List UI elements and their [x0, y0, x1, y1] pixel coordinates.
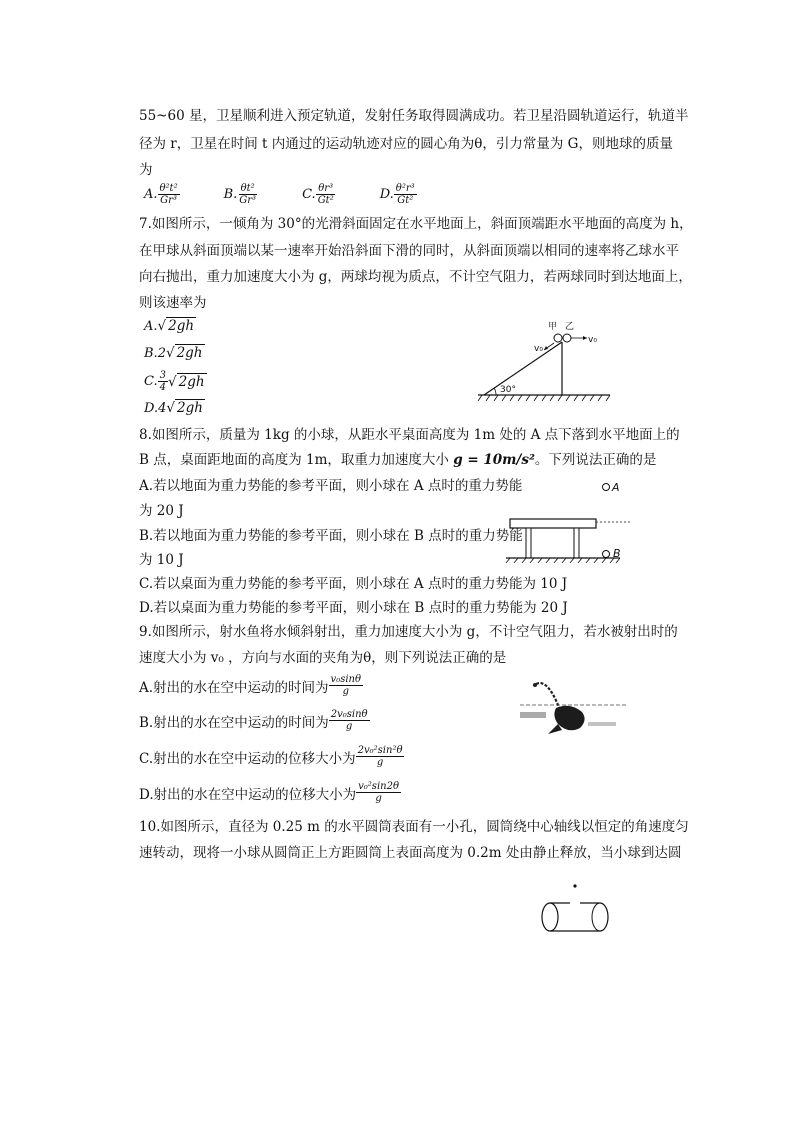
q9-option-b-numerator: 2v₀sinθ	[330, 709, 368, 720]
yi-arrow-head	[583, 336, 587, 340]
q7-option-d-sqrt: √ 2gh	[166, 400, 203, 416]
q7-option-d	[144, 400, 205, 416]
label-b: B	[613, 547, 621, 560]
falling-ball	[573, 884, 576, 887]
q6-option-c-label: C.	[302, 187, 316, 202]
q7-option-b	[144, 345, 205, 361]
q9-option-c-numerator: 2v₀²sin²θ	[357, 745, 403, 756]
q8-g-formula: g = 10m/s²	[453, 452, 535, 468]
q9-option-d-denominator: g	[375, 793, 382, 804]
q6-option-d-denominator: Gt²	[397, 195, 414, 206]
q7-option-b-sqrt: √ 2gh	[165, 345, 203, 361]
q7-option-c-coef-numerator: 3	[159, 370, 166, 381]
table-leg-right	[574, 528, 579, 558]
q7-incline-figure	[470, 315, 620, 410]
q8-line-2-a: B 点，桌面距地面的高度为 1m，取重力加速度大小	[139, 452, 454, 468]
cylinder-left-end	[542, 903, 558, 931]
ball-yi	[563, 334, 571, 342]
q9-option-a-numerator: v₀sinθ	[330, 674, 361, 685]
angle-arc	[494, 388, 496, 395]
q6-line-1: 55~60 星，卫星顺利进入预定轨道，发射任务取得圆满成功。若卫星沿圆轨道运行，轨道半	[139, 108, 689, 124]
q9-option-b-fraction	[329, 709, 370, 732]
q9-option-d-fraction	[356, 781, 401, 804]
q7-line-4: 则该速率为	[139, 295, 207, 311]
q8-option-c: C.若以桌面为重力势能的参考平面，则小球在 A 点时的重力势能为 10 J	[139, 576, 568, 592]
floor-hatch	[506, 558, 620, 563]
q9-line-1: 9.如图所示，射水鱼将水倾斜射出，重力加速度大小为 g，不计空气阻力，若水被射出时的	[139, 624, 678, 640]
q9-option-a-text: A.射出的水在空中运动的时间为	[139, 679, 329, 696]
point-a-ball	[603, 484, 610, 491]
q7-option-b-radicand: 2gh	[176, 345, 203, 361]
label-jia: 甲	[548, 322, 558, 332]
q7-option-c-label: C.	[144, 374, 158, 389]
q7-option-d-radicand: 2gh	[176, 400, 203, 416]
q10-line-2: 速转动，现将一小球从圆筒正上方距圆筒上表面高度为 0.2m 处由静止释放，当小球到达圆	[139, 845, 682, 861]
q9-option-b	[139, 709, 370, 732]
label-yi: 乙	[565, 322, 575, 332]
label-a: A	[612, 481, 620, 494]
q8-line-2	[139, 450, 656, 470]
angle-label: 30°	[500, 385, 516, 395]
q9-option-c-denominator: g	[376, 757, 384, 768]
ground-hatch	[478, 395, 610, 401]
q6-option-d-fraction	[394, 183, 417, 206]
q6-options	[144, 183, 417, 206]
q7-option-d-label: D.	[144, 400, 159, 416]
q6-option-b-fraction	[237, 183, 258, 206]
q10-line-1: 10.如图所示，直径为 0.25 m 的水平圆筒表面有一小孔，圆筒绕中心轴线以恒定的角速度匀	[139, 819, 689, 835]
q9-option-c-text: C.射出的水在空中运动的位移大小为	[139, 750, 356, 767]
q7-option-a-label: A.	[144, 318, 158, 334]
q9-option-b-denominator: g	[345, 721, 353, 732]
q8-option-a-line-2: 为 20 J	[139, 503, 184, 519]
q7-option-a	[144, 318, 196, 334]
water-droplet	[533, 683, 537, 687]
q9-option-d	[139, 781, 401, 804]
q7-option-c-coef-denominator: 4	[159, 382, 166, 393]
q6-option-c-denominator: Gt²	[317, 195, 334, 206]
q7-option-a-sqrt: √ 2gh	[157, 318, 195, 334]
point-b-ball	[603, 551, 610, 558]
q8-line-1: 8.如图所示，质量为 1kg 的小球，从距水平桌面高度为 1m 处的 A 点下落到水平地面上的	[139, 427, 680, 443]
q6-option-d-label: D.	[379, 187, 394, 202]
cylinder-right-end	[600, 903, 608, 931]
q7-option-c	[144, 370, 207, 393]
q7-option-b-label: B.	[144, 345, 158, 361]
q6-line-3: 为	[139, 162, 153, 178]
q7-line-3: 向右抛出，重力加速度大小为 g，两球均视为质点，不计空气阻力，若两球同时到达地面上，	[139, 269, 692, 285]
q7-option-a-radicand: 2gh	[168, 318, 195, 334]
q8-option-b-line-1: B.若以地面为重力势能的参考平面，则小球在 B 点时的重力势能	[139, 528, 523, 544]
q8-option-d: D.若以桌面为重力势能的参考平面，则小球在 B 点时的重力势能为 20 J	[139, 600, 568, 616]
q9-option-c	[139, 745, 404, 768]
q9-option-d-numerator: v₀²sin2θ	[358, 781, 399, 792]
cylinder-right-end-back	[592, 903, 600, 931]
q9-option-a-denominator: g	[342, 686, 349, 697]
q9-option-b-text: B.射出的水在空中运动的时间为	[139, 714, 329, 731]
q6-option-b-label: B.	[223, 187, 238, 202]
q9-option-c-fraction	[356, 745, 405, 768]
q6-option-b-denominator: Gr³	[239, 195, 257, 206]
water-shade-right	[588, 722, 616, 726]
q6-option-a-denominator: Gr³	[160, 195, 177, 206]
q6-line-2: 径为 r，卫星在时间 t 内通过的运动轨迹对应的圆心角为θ，引力常量为 G，则地球的质量	[139, 136, 673, 152]
q9-archerfish-figure	[518, 672, 628, 742]
q7-option-c-sqrt: √ 2gh	[168, 373, 205, 390]
ball-jia	[554, 334, 562, 342]
q6-option-a-numerator: θ²t²	[159, 183, 178, 194]
table-leg-left	[526, 528, 531, 558]
q6-option-a-label: A.	[144, 187, 158, 202]
label-v0-jia: v₀	[534, 344, 543, 354]
q9-option-a-fraction	[329, 674, 363, 697]
q8-option-b-line-2: 为 10 J	[139, 552, 184, 568]
tabletop	[510, 519, 596, 528]
q7-option-d-coefficient: 4	[158, 400, 167, 416]
label-v0-yi: v₀	[588, 335, 597, 345]
q7-line-2: 在甲球从斜面顶端以某一速率开始沿斜面下滑的同时，从斜面顶端以相同的速率将乙球水平	[139, 243, 679, 259]
water-jet-arc	[536, 683, 560, 710]
q7-option-c-radicand: 2gh	[178, 373, 205, 390]
q6-option-a-fraction	[158, 183, 180, 206]
q6-option-d-numerator: θ²r³	[395, 183, 415, 194]
q8-line-2-c: 。下列说法正确的是	[534, 452, 657, 468]
q7-option-b-coefficient: 2	[157, 345, 166, 361]
q6-option-c-fraction	[316, 183, 336, 206]
q8-table-figure	[500, 475, 650, 565]
q9-option-a	[139, 674, 363, 697]
q7-line-1: 7.如图所示，一倾角为 30°的光滑斜面固定在水平地面上，斜面顶端距水平地面的高度为 h，	[139, 216, 693, 232]
q8-option-a-line-1: A.若以地面为重力势能的参考平面，则小球在 A 点时的重力势能	[139, 478, 523, 494]
water-shade	[520, 712, 546, 718]
q9-line-2: 速度大小为 v₀ ，方向与水面的夹角为θ，则下列说法正确的是	[139, 650, 507, 666]
q6-option-b-numerator: θt²	[240, 183, 255, 194]
incline-slope	[484, 342, 562, 395]
q10-cylinder-figure	[532, 878, 622, 938]
q6-option-c-numerator: θr³	[318, 183, 334, 194]
q7-option-c-coefficient	[158, 370, 168, 393]
q9-option-d-text: D.射出的水在空中运动的位移大小为	[139, 786, 357, 803]
